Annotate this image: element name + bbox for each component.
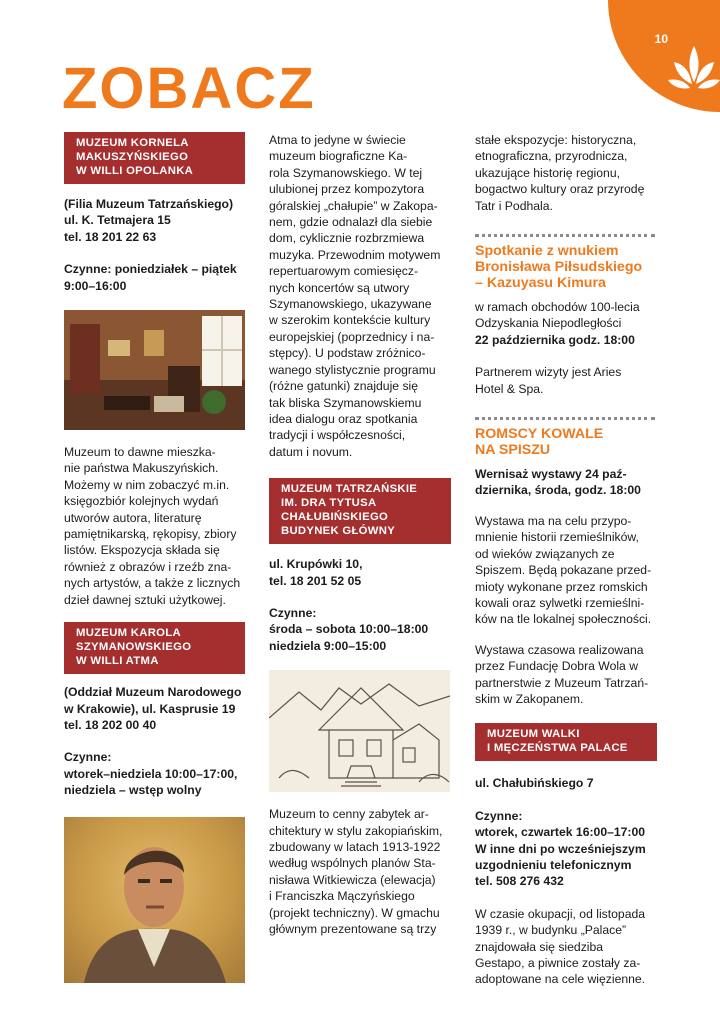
column-3 (475, 132, 657, 988)
museum-makuszynski-info: (Filia Muzeum Tatrzańskiego) ul. K. Tetmajera 15 tel. 18 201 22 63 (64, 197, 234, 244)
event-kowale-text: Wystawa ma na celu przypo- mnienie historii rzemieślników, od wieków związanych ze Spiszem. Będą pokazane przed- mioty wykonane przez romskich kowali oraz sylwetki rzemieślni- ków na tle lokalnej społeczności. (475, 513, 652, 627)
museum-tatrzanskie-description-continued: stałe ekspozycje: historyczna, etnograficzna, przyrodnicza, ukazujące historię regionu, bogactwo kultury oraz przyrodę Tatr i Podhala. (475, 133, 645, 213)
museum-szymanowski-banner: MUZEUM KAROLA SZYMANOWSKIEGO W WILLI ATMA (64, 622, 245, 674)
column-2 (269, 132, 453, 937)
event-kimura-text: w ramach obchodów 100-lecia Odzyskania Niepodległości (475, 300, 640, 331)
museum-palace-banner: MUZEUM WALKI I MĘCZEŃSTWA PALACE (475, 723, 657, 761)
museum-tatrzanskie-banner: MUZEUM TATRZAŃSKIE IM. DRA TYTUSA CHAŁUBIŃSKIEGO BUDYNEK GŁÓWNY (269, 478, 451, 544)
dotted-divider (475, 417, 655, 420)
event-kowale-date: Wernisaż wystawy 24 paź- dziernika, środa, godz. 18:00 (475, 467, 641, 498)
event-kowale-title: ROMSCY KOWALE NA SPISZU (475, 426, 604, 459)
museum-palace-hours: Czynne: wtorek, czwartek 16:00–17:00 W inne dni po wcześniejszym uzgodnieniu telefonicznym tel. 508 276 432 (475, 808, 646, 889)
museum-tatrzanskie-description: Muzeum to cenny zabytek ar- chitektury w stylu zakopiańskim, zbudowany w latach 1913-1922 według wspólnych planów Sta- nisława Witkiewicza (elewacja) i Franciszka Mączyńskiego (projekt techniczny). W gmachu głównym prezentowane są trzy (269, 807, 443, 936)
museum-makuszynski-hours: Czynne: poniedziałek – piątek 9:00–16:00 (64, 262, 237, 293)
event-kowale-partnership: Wystawa czasowa realizowana przez Fundację Dobra Wola w partnerstwie z Muzeum Tatrzań- skim w Zakopanem. (475, 642, 649, 706)
museum-tatrzanskie-hours: Czynne: środa – sobota 10:00–18:00 niedziela 9:00–15:00 (269, 605, 429, 653)
makuszynski-interior-photo (64, 310, 245, 430)
page-title: ZOBACZ (62, 56, 316, 121)
museum-makuszynski-banner: MUZEUM KORNELA MAKUSZYŃSKIEGO W WILLI OPOLANKA (64, 132, 245, 184)
atma-description: Atma to jedyne w świecie muzeum biograficzne Ka- rola Szymanowskiego. W tej ulubionej przez kompozytora góralskiej „chałupie” w Zakopa- nem, gdzie odnalazł dla siebie dom, cyklicznie rozbrzmiewa muzyka. Przewodnim motywem repertuarowym comiesięcz- nych koncertów są utwory Szymanowskiego, ukazywane w szerokim kontekście kultury europejskiej (poprzednicy i na- stępcy). U podstaw zróżnico- wanego stylistycznie programu (różne gatunki) znajduje się tak bliska Szymanowskiemu idea dialogu oraz spotkania tradycji i współczesności, datum i novum. (269, 133, 441, 459)
page-number: 10 (654, 32, 668, 46)
event-kimura-partner: Partnerem wizyty jest Aries Hotel & Spa. (475, 365, 622, 396)
dotted-divider (475, 234, 655, 237)
museum-palace-description: W czasie okupacji, od listopada 1939 r., w budynku „Palace” znajdowała się siedziba Gestapo, a piwnice zostały za- adoptowane na cele więzienne. (475, 906, 646, 987)
museum-tatrzanskie-info: ul. Krupówki 10, tel. 18 201 52 05 (269, 557, 363, 588)
event-kimura-date: 22 października godz. 18:00 (475, 332, 635, 347)
museum-szymanowski-hours: Czynne: wtorek–niedziela 10:00–17:00, niedziela – wstęp wolny (64, 750, 238, 798)
szymanowski-portrait-painting (64, 817, 245, 983)
museum-building-drawing (269, 670, 450, 792)
museum-makuszynski-description: Muzeum to dawne mieszka- nie państwa Makuszyńskich. Możemy w nim zobaczyć m.in. księgozbiór kolejnych wydań utworów autora, literaturę pamiętnikarską, rękopisy, zbiory listów. Ekspozycja składa się również z obrazów i rzeźb zna- nych artystów, a także z licznych dzieł dawnej sztuki użytkowej. (64, 445, 241, 607)
museum-szymanowski-info: (Oddział Muzeum Narodowego w Krakowie), ul. Kasprusie 19 tel. 18 202 00 40 (64, 685, 242, 732)
page-corner-ornament (608, 0, 720, 112)
museum-palace-address: ul. Chałubińskiego 7 (475, 776, 594, 791)
event-kimura-title: Spotkanie z wnukiem Bronisława Piłsudskiego – Kazuyasu Kimura (475, 243, 643, 292)
column-1 (64, 132, 247, 983)
